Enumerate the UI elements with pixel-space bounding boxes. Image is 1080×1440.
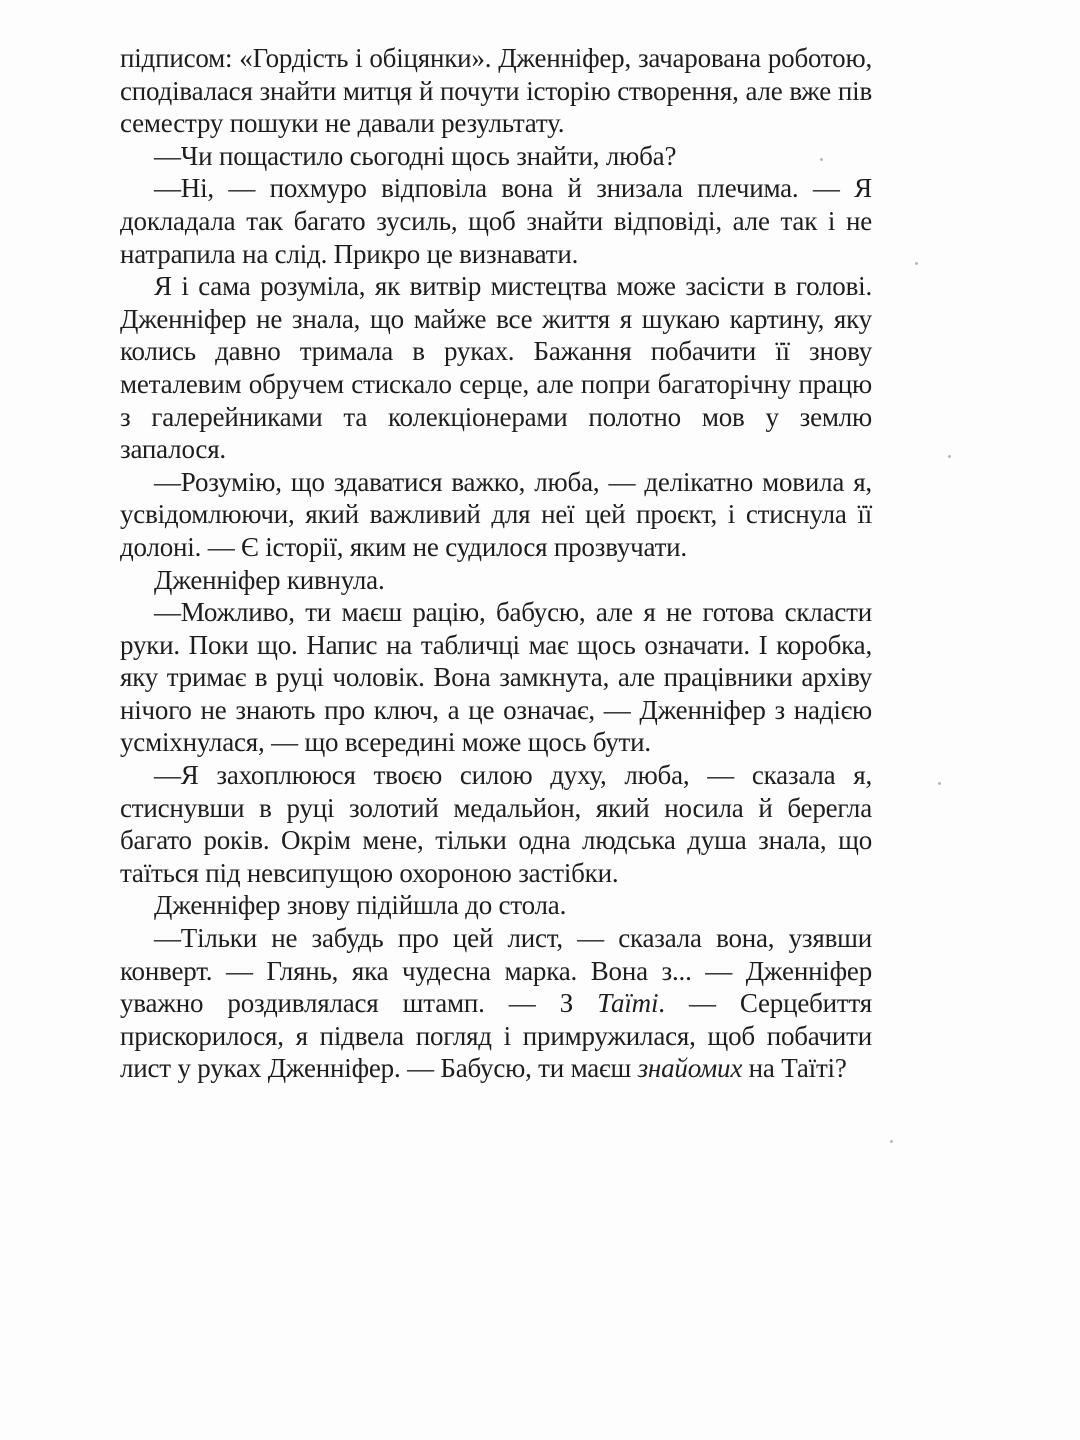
paragraph-text: підписом: «Гордість і обіцянки». Дженніфер, зачарована роботою, сподівалася знайти митця й почути історію створення, але вже пів семестру пошуки не давали результату.: [120, 43, 872, 139]
italic-emphasis: Таїті: [597, 988, 659, 1019]
paragraph-text: —Я захоплююся твоєю силою духу, люба, — сказала я, стиснувши в руці золотий медальйон, який носила й берегла багато років. Окрім мене, тільки одна людська душа знала, що таїться під невсипущою охороною застібки.: [120, 760, 872, 888]
scan-speck: [915, 262, 918, 265]
dialogue-line: [120, 596, 872, 759]
italic-emphasis: знайомих: [637, 1053, 743, 1084]
dialogue-line: [120, 140, 872, 173]
dialogue-line: [120, 466, 872, 564]
dialogue-line: [120, 172, 872, 270]
paragraph: [120, 564, 872, 597]
paragraph-text: —Розумію, що здаватися важко, люба, — делікатно мовила я, усвідомлюючи, який важливий для неї цей проєкт, і стиснула її долоні. — Є історії, яким не судилося прозвучати.: [120, 466, 872, 562]
paragraph-text: Дженніфер знову підійшла до стола.: [154, 890, 567, 921]
paragraph-text: —Тільки не забудь про цей лист, — сказала вона, узявши конверт. — Глянь, яка чудесна марка. Вона з... — Дженніфер уважно роздивлялася штамп. — З: [120, 923, 872, 1019]
paragraph-text: —Ні, — похмуро відповіла вона й знизала плечима. — Я докладала так багато зусиль, щоб знайти відповіді, але так і не натрапила на слід. Прикро це визнавати.: [120, 173, 872, 269]
paragraph: [120, 270, 872, 466]
dialogue-line: [120, 759, 872, 889]
paragraph-text: на Таїті?: [742, 1053, 847, 1084]
paragraph-text: —Чи пощастило сьогодні щось знайти, люба?: [154, 140, 677, 171]
paragraph: [120, 889, 872, 922]
scan-speck: [820, 158, 823, 161]
paragraph-text: . — Серцебиття прискорилося, я підвела погляд і примружилася, щоб побачити лист у руках Дженніфер. — Бабусю, ти маєш: [120, 988, 872, 1084]
page-text: [120, 42, 872, 1085]
dialogue-line: [120, 922, 872, 1085]
scan-speck: [890, 1140, 893, 1143]
paragraph-text: Я і сама розуміла, як витвір мистецтва може засісти в голові. Дженніфер не знала, що майже все життя я шукаю картину, яку колись давно тримала в руках. Бажання побачити її знову металевим обручем стискало серце, але попри багаторічну працю з галерейниками та колекціонерами полотно мов у землю запалося.: [120, 271, 872, 465]
paragraph-text: —Можливо, ти маєш рацію, бабусю, але я не готова скласти руки. Поки що. Напис на табличці має щось означати. І коробка, яку тримає в руці чоловік. Вона замкнута, але працівники архіву нічого не знають про ключ, а це означає, — Дженніфер з надією усміхнулася, — що всередині може щось бути.: [120, 597, 872, 758]
scan-speck: [948, 455, 951, 458]
paragraph: [120, 42, 872, 140]
scan-speck: [938, 782, 941, 785]
paragraph-text: Дженніфер кивнула.: [154, 564, 385, 595]
